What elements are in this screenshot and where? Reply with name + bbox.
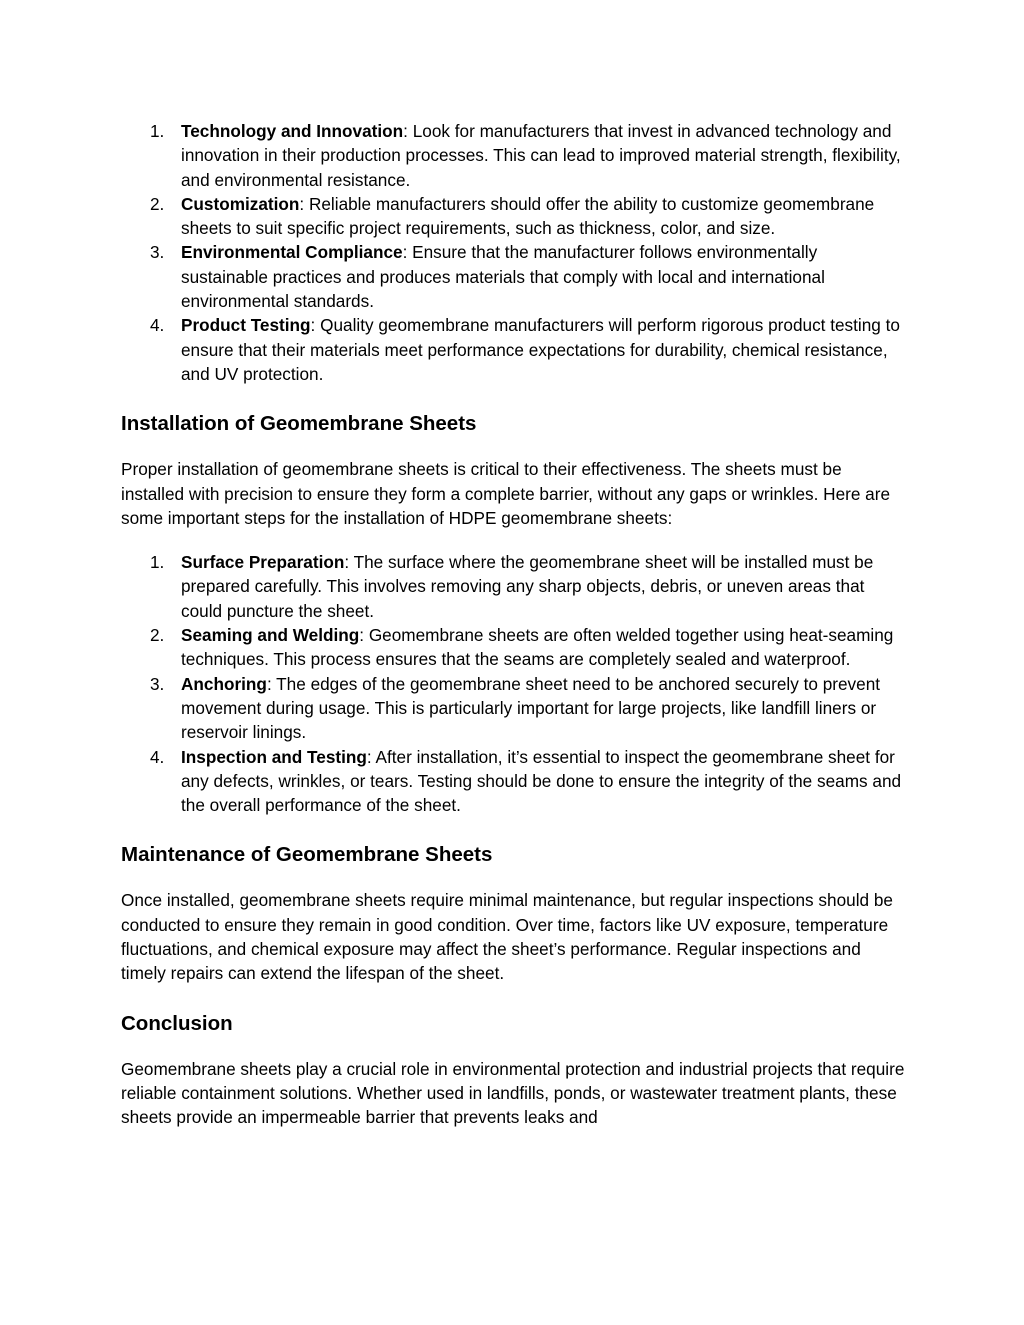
list-item	[121, 119, 906, 192]
list-term: Inspection and Testing	[181, 746, 367, 767]
list-term: Environmental Compliance	[181, 242, 403, 263]
list-item	[121, 313, 906, 386]
document-page	[121, 119, 906, 1130]
list-text: : Reliable manufacturers should offer the ability to customize geomembrane sheets to suit specific project requirements, such as thickness, color, and size.	[181, 193, 875, 239]
maintenance-heading: Maintenance of Geomembrane Sheets	[121, 843, 493, 867]
list-number: 4.	[150, 746, 165, 767]
list-number: 1.	[150, 552, 165, 573]
list-item	[121, 672, 906, 745]
list-item	[121, 745, 906, 818]
installation-paragraph: Proper installation of geomembrane sheets is critical to their effectiveness. The sheets must be installed with precision to ensure they form a complete barrier, without any gaps or wrinkles. Here are some important steps for the installation of HDPE geomembrane sheets:	[121, 459, 891, 528]
list-term: Anchoring	[181, 673, 267, 694]
list-term: Seaming and Welding	[181, 625, 360, 646]
list-item	[121, 240, 906, 313]
list-item	[121, 550, 906, 623]
list-number: 2.	[150, 193, 165, 214]
list-number: 3.	[150, 673, 165, 694]
installation-steps-list	[121, 550, 906, 817]
list-text: : After installation, it’s essential to inspect the geomembrane sheet for any defects, wrinkles, or tears. Testing should be done to ensure the integrity of the seams and the overall performance of the sheet.	[181, 746, 902, 816]
list-text: : Look for manufacturers that invest in advanced technology and innovation in their production processes. This can lead to improved material strength, flexibility, and environmental resistance.	[181, 121, 901, 190]
list-text: : Quality geomembrane manufacturers will perform rigorous product testing to ensure that their materials meet performance expectations for durability, chemical resistance, and UV protection.	[181, 315, 900, 384]
list-term: Product Testing	[181, 315, 311, 336]
list-term: Surface Preparation	[181, 552, 345, 573]
list-text: : The edges of the geomembrane sheet need to be anchored securely to prevent movement during usage. This is particularly important for large projects, like landfill liners or reservoir linings.	[181, 673, 881, 743]
conclusion-paragraph: Geomembrane sheets play a crucial role in environmental protection and industrial projects that require reliable containment solutions. Whether used in landfills, ponds, or wastewater treatment plants, these sheets provide an impermeable barrier that prevents leaks and	[121, 1058, 905, 1128]
list-item	[121, 192, 906, 241]
list-number: 3.	[150, 242, 165, 263]
list-text: : Ensure that the manufacturer follows environmentally sustainable practices and produces materials that comply with local and international environmental standards.	[181, 242, 825, 312]
list-text: : The surface where the geomembrane sheet will be installed must be prepared carefully. This involves removing any sharp objects, debris, or uneven areas that could puncture the sheet.	[181, 552, 874, 621]
conclusion-heading: Conclusion	[121, 1011, 233, 1035]
list-item	[121, 623, 906, 672]
list-number: 2.	[150, 625, 165, 646]
list-term: Customization	[181, 193, 300, 214]
list-text: : Geomembrane sheets are often welded together using heat-seaming techniques. This process ensures that the seams are completely sealed and waterproof.	[181, 625, 894, 670]
list-term: Technology and Innovation	[181, 121, 404, 141]
list-number: 4.	[150, 315, 165, 336]
maintenance-paragraph: Once installed, geomembrane sheets require minimal maintenance, but regular inspections should be conducted to ensure they remain in good condition. Over time, factors like UV exposure, temperature fluctuations, and chemical exposure may affect the sheet’s performance. Regular inspections and timely repairs can extend the lifespan of the sheet.	[121, 890, 893, 984]
list-number: 1.	[150, 121, 165, 141]
manufacturer-criteria-list	[121, 119, 906, 386]
installation-heading: Installation of Geomembrane Sheets	[121, 412, 477, 436]
